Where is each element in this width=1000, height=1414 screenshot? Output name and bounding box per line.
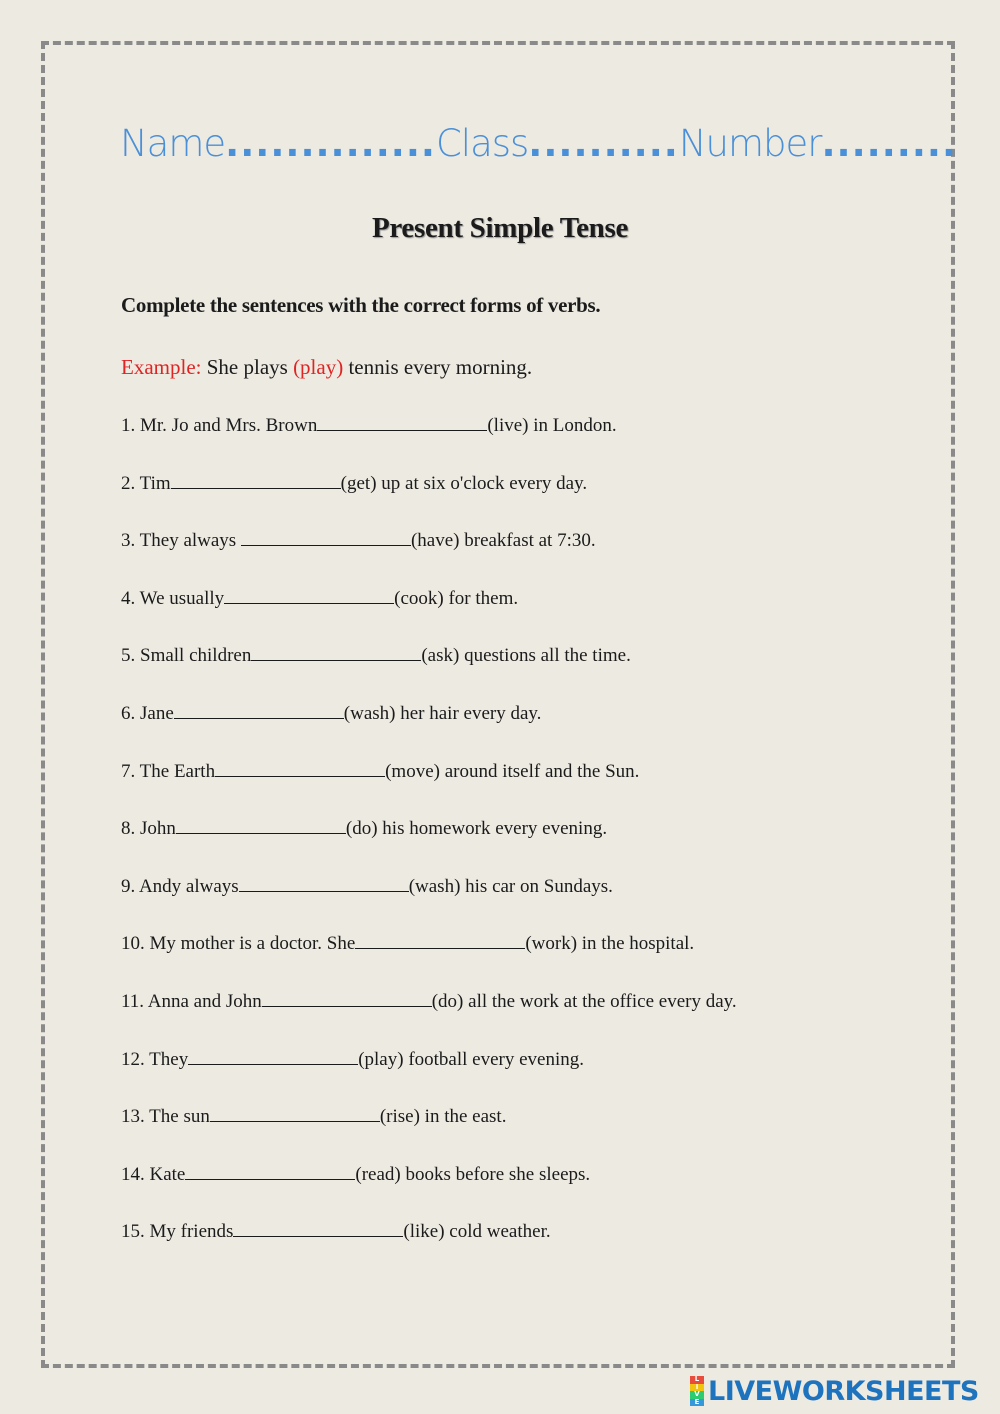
number-label: Number <box>678 122 822 165</box>
answer-blank[interactable] <box>210 1106 380 1122</box>
exercise-item <box>121 415 617 437</box>
answer-blank[interactable] <box>251 645 421 661</box>
exercise-item <box>121 991 737 1013</box>
item-text-after: (move) around itself and the Sun. <box>385 760 640 782</box>
item-text-after: (wash) her hair every day. <box>343 703 542 724</box>
example-label: Example: <box>121 355 202 379</box>
example-before: She plays <box>201 355 294 379</box>
item-text-after: (work) in the hospital. <box>525 933 695 955</box>
item-text-after: (play) football every evening. <box>358 1048 585 1070</box>
answer-blank[interactable] <box>233 1221 403 1237</box>
item-text-before: 5. Small children <box>121 645 252 667</box>
item-text-after: (get) up at six o'clock every day. <box>340 472 588 494</box>
item-text-before: 10. My mother is a doctor. She <box>121 933 356 955</box>
exercise-item <box>121 933 694 955</box>
item-text-after: (like) cold weather. <box>403 1221 551 1243</box>
item-text-before: 2. Tim <box>121 472 171 494</box>
item-text-before: 14. Kate <box>121 1163 186 1185</box>
answer-blank[interactable] <box>262 991 432 1007</box>
liveworksheets-logo <box>690 1374 979 1408</box>
class-label: Class <box>435 122 529 165</box>
answer-blank[interactable] <box>224 588 394 604</box>
example-sentence <box>121 355 532 380</box>
answer-blank[interactable] <box>185 1164 355 1180</box>
exercise-item <box>121 876 613 898</box>
item-text-after: (ask) questions all the time. <box>421 645 631 667</box>
logo-text: LIVEWORKSHEETS <box>708 1375 979 1407</box>
logo-mark-icon: L I V E <box>690 1376 704 1406</box>
item-text-before: 9. Andy always <box>121 875 239 897</box>
exercise-item <box>121 1106 506 1128</box>
item-text-before: 1. Mr. Jo and Mrs. Brown <box>121 415 318 436</box>
exercise-item <box>121 473 587 495</box>
number-field[interactable]: ......... <box>821 122 958 165</box>
answer-blank[interactable] <box>176 818 346 834</box>
exercise-item <box>121 530 596 552</box>
example-verb: (play) <box>293 355 344 379</box>
item-text-after: (read) books before she sleeps. <box>355 1163 591 1185</box>
item-text-after: (cook) for them. <box>394 587 519 609</box>
item-text-before: 12. They <box>121 1048 189 1070</box>
exercise-item <box>121 588 518 610</box>
example-after: tennis every morning. <box>343 355 533 379</box>
exercise-item <box>121 1049 584 1071</box>
worksheet-title: Present Simple Tense <box>371 212 629 244</box>
item-text-before: 11. Anna and John <box>121 991 262 1012</box>
name-field[interactable]: .............. <box>225 122 436 165</box>
item-text-before: 6. Jane <box>121 703 174 724</box>
item-text-before: 3. They always <box>121 530 241 552</box>
item-text-before: 13. The sun <box>121 1106 210 1128</box>
answer-blank[interactable] <box>239 876 409 892</box>
item-text-before: 8. John <box>121 818 176 840</box>
exercise-item <box>121 761 639 783</box>
instruction-text: Complete the sentences with the correct forms of verbs. <box>121 293 601 317</box>
answer-blank[interactable] <box>317 415 487 431</box>
exercise-item <box>121 818 607 840</box>
item-text-before: 7. The Earth <box>121 760 216 782</box>
item-text-before: 15. My friends <box>121 1221 234 1243</box>
item-text-after: (rise) in the east. <box>379 1106 507 1128</box>
exercise-item <box>121 645 631 667</box>
item-text-after: (wash) his car on Sundays. <box>408 875 613 897</box>
class-field[interactable]: .......... <box>528 122 679 165</box>
answer-blank[interactable] <box>241 530 411 546</box>
exercise-item <box>121 1221 551 1243</box>
name-label: Name <box>120 122 226 165</box>
item-text-after: (do) his homework every evening. <box>345 818 608 840</box>
answer-blank[interactable] <box>355 933 525 949</box>
answer-blank[interactable] <box>171 473 341 489</box>
exercise-item <box>121 703 541 725</box>
student-info-line <box>120 122 958 165</box>
answer-blank[interactable] <box>174 703 344 719</box>
answer-blank[interactable] <box>215 761 385 777</box>
item-text-after: (have) breakfast at 7:30. <box>410 530 596 552</box>
exercise-item <box>121 1164 590 1186</box>
item-text-before: 4. We usually <box>121 587 225 609</box>
item-text-after: (do) all the work at the office every day. <box>431 991 737 1012</box>
answer-blank[interactable] <box>188 1049 358 1065</box>
item-text-after: (live) in London. <box>487 415 617 436</box>
